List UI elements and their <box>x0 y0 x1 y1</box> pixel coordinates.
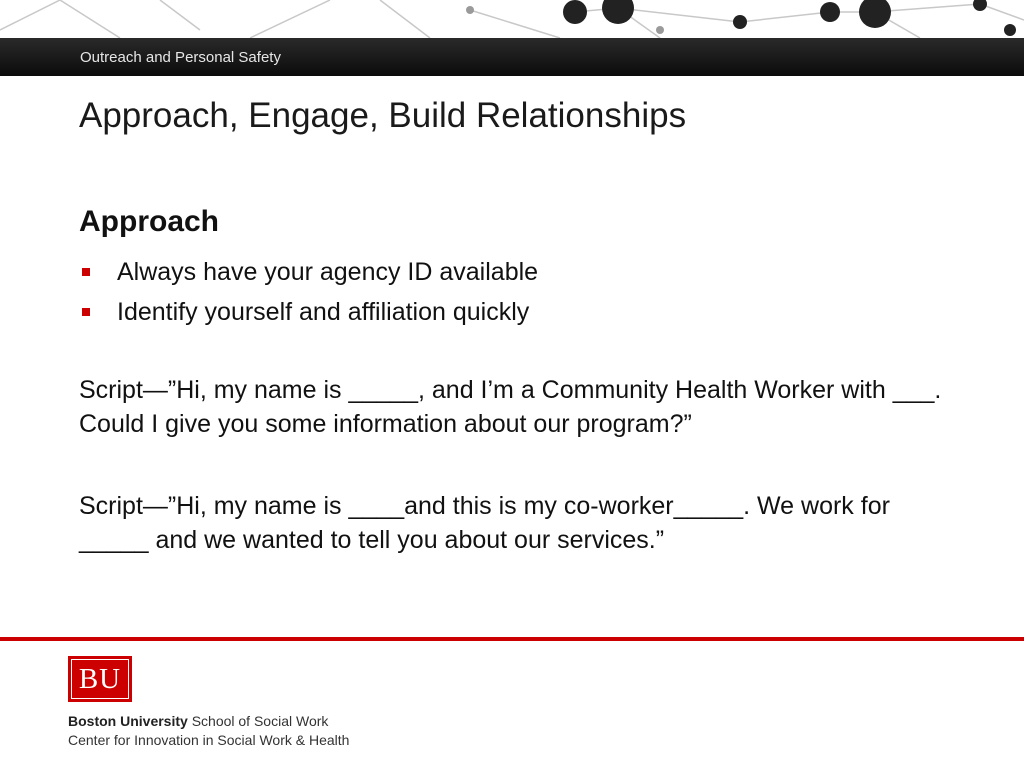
section-heading: Approach <box>79 205 220 238</box>
footer-school: School of Social Work <box>187 713 329 729</box>
header-label: Outreach and Personal Safety <box>80 49 281 66</box>
bu-logo-icon <box>68 656 132 702</box>
bu-logo-text: BU <box>71 659 129 699</box>
script-paragraph-2: Script—”Hi, my name is ____and this is my co-worker_____. We work for _____ and we wanted to tell you about our services.” <box>79 492 890 554</box>
network-nodes-icon <box>0 0 1024 38</box>
bullet-text: Always have your agency ID available <box>117 257 539 286</box>
footer-divider <box>0 637 1024 641</box>
red-square-bullet-icon <box>82 268 90 276</box>
script-paragraph-1: Script—”Hi, my name is _____, and I’m a Community Health Worker with ___. Could I give you some information about our program?” <box>79 376 942 438</box>
red-square-bullet-icon <box>82 308 90 316</box>
slide-title: Approach, Engage, Build Relationships <box>79 96 687 135</box>
bullet-list <box>79 252 538 332</box>
bullet-item <box>79 292 538 332</box>
bullet-item <box>79 252 538 292</box>
bullet-text: Identify yourself and affiliation quickly <box>117 297 530 326</box>
footer-university: Boston University <box>68 713 188 729</box>
footer-institution <box>68 713 328 729</box>
footer-center: Center for Innovation in Social Work & Health <box>68 732 350 748</box>
header-network-graphic <box>0 0 1024 38</box>
